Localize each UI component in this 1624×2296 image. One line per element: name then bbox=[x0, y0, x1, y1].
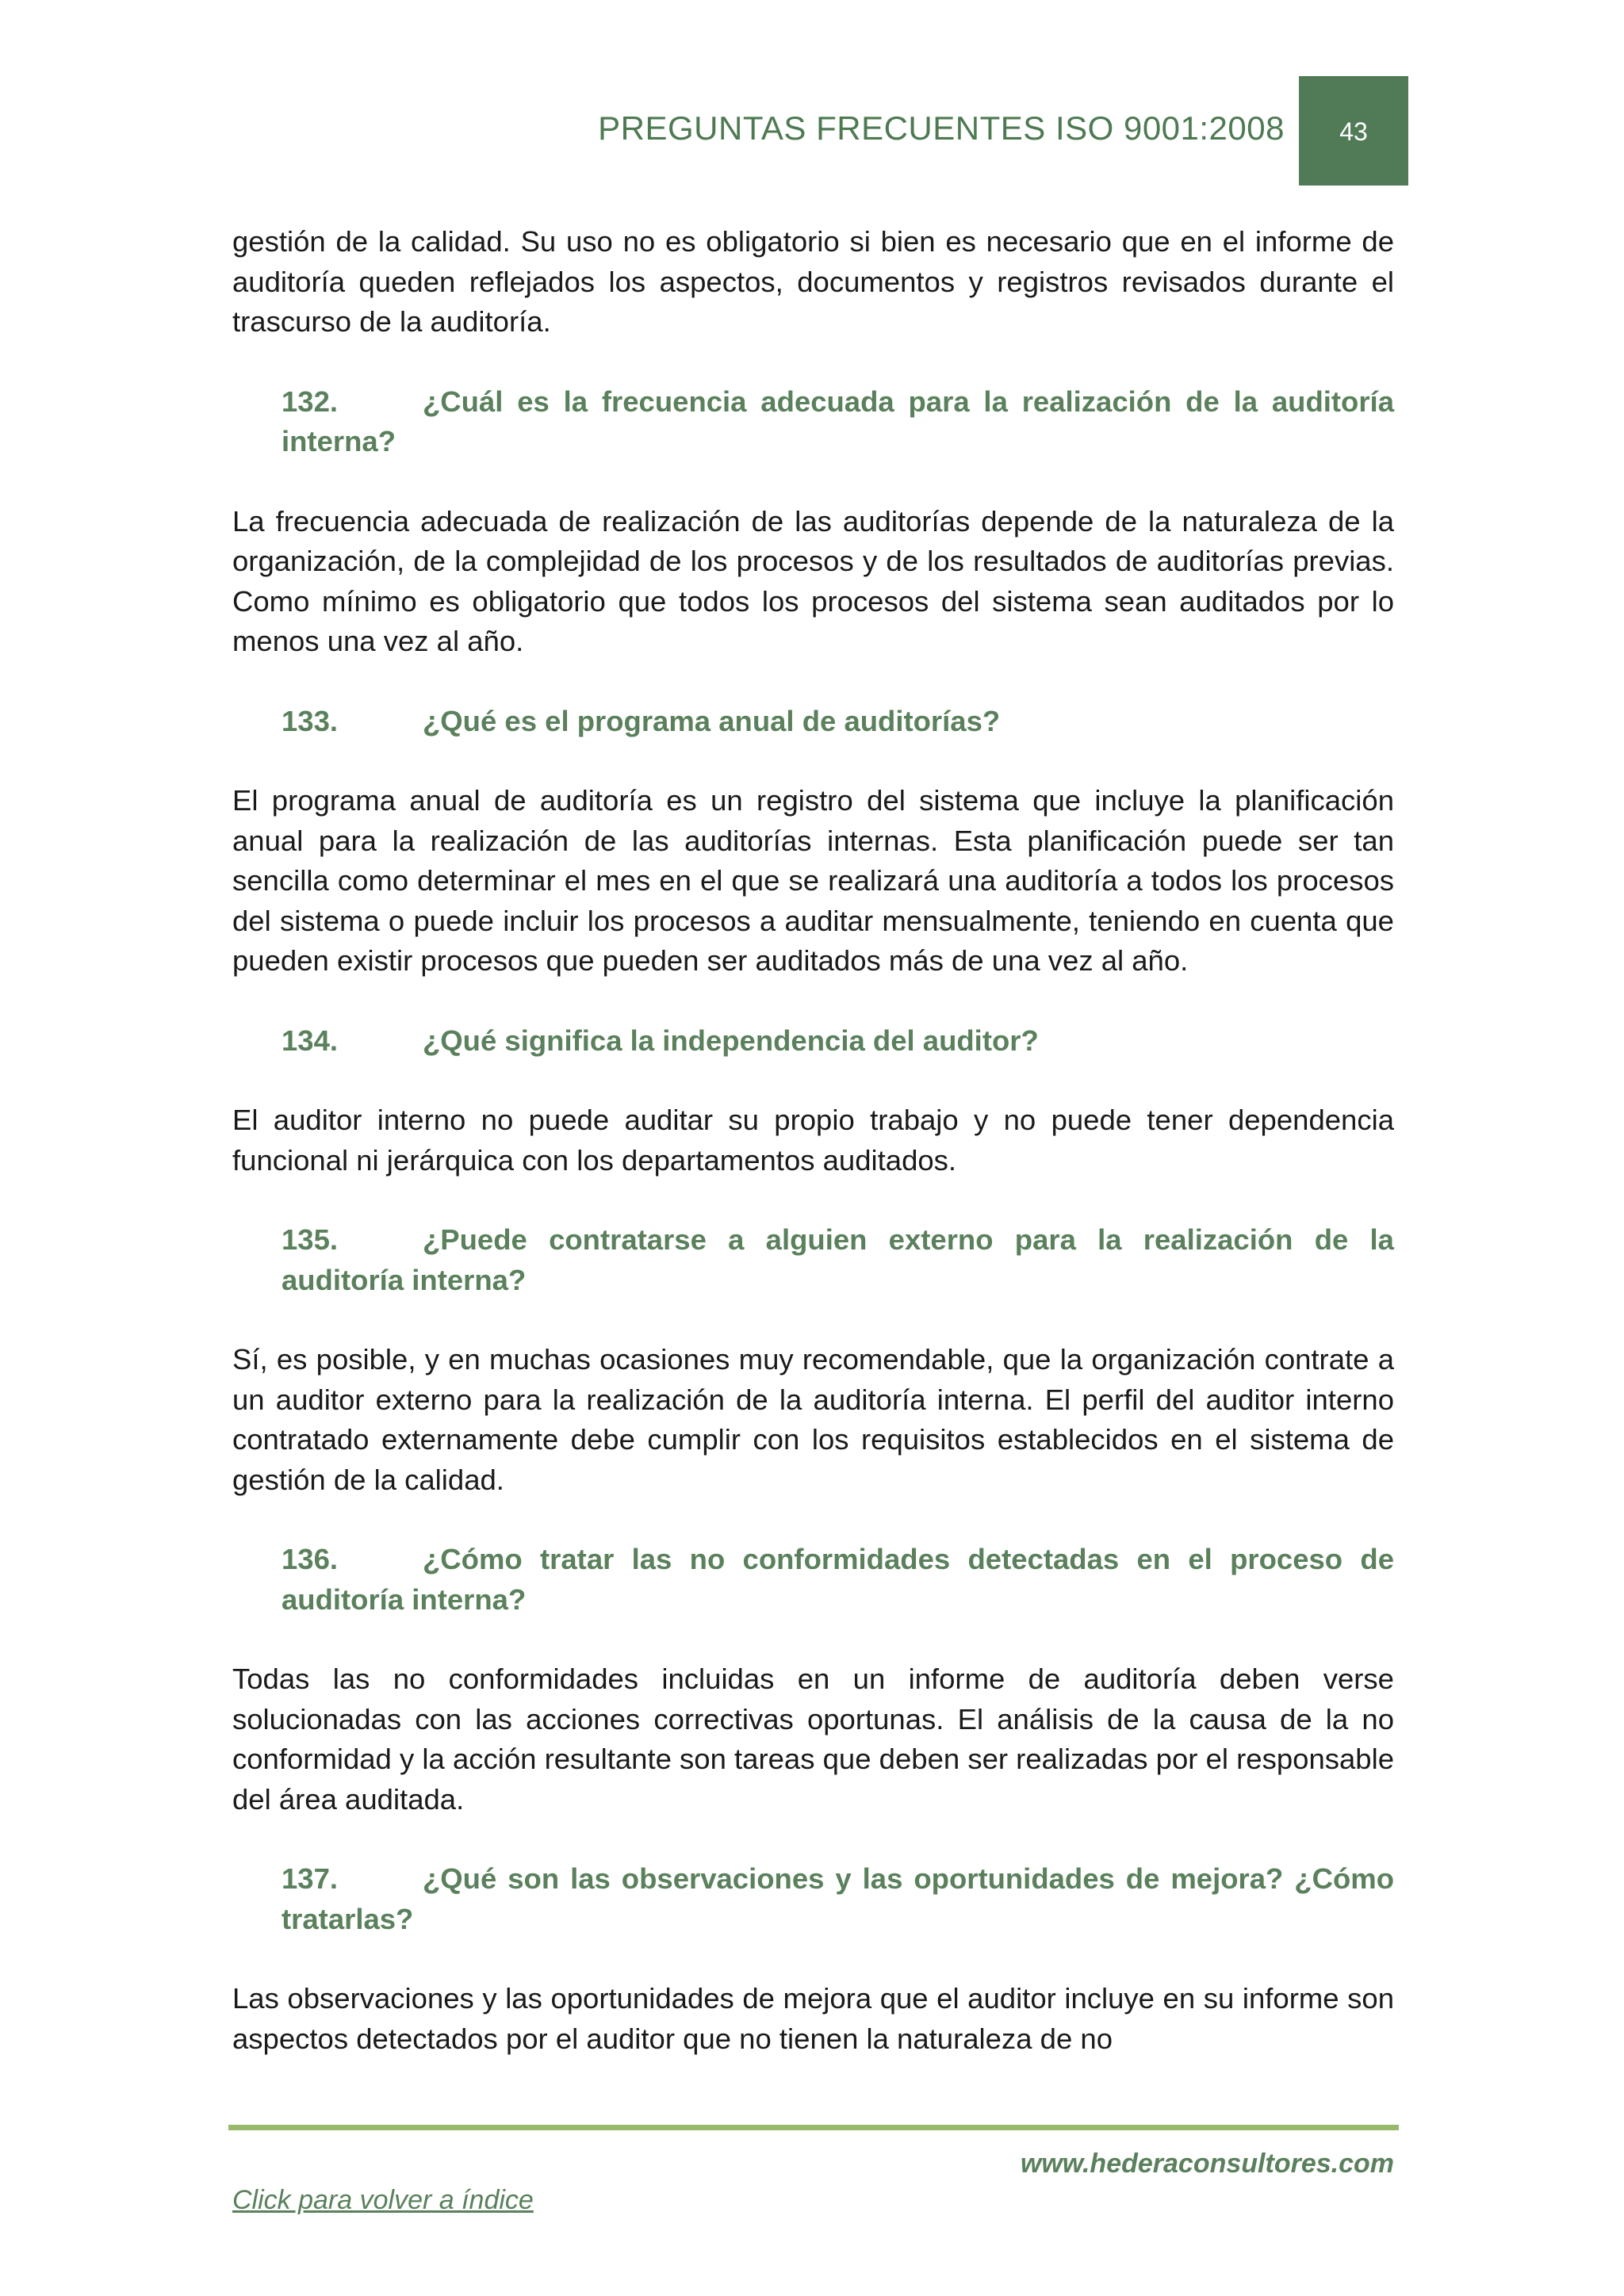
question-number: 133. bbox=[282, 704, 339, 737]
question-text: ¿Puede contratarse a alguien externo para la realización de la auditoría interna? bbox=[282, 1223, 1394, 1296]
page-header-title: PREGUNTAS FRECUENTES ISO 9001:2008 bbox=[598, 109, 1285, 147]
question-text: ¿Cuál es la frecuencia adecuada para la realización de la auditoría interna? bbox=[282, 385, 1394, 457]
footer-website: www.hederaconsultores.com bbox=[1020, 2149, 1394, 2179]
question-137 bbox=[232, 1859, 1394, 1939]
back-to-index-link[interactable]: Click para volver a índice bbox=[232, 2185, 534, 2215]
question-136 bbox=[232, 1540, 1394, 1620]
question-number: 135. bbox=[282, 1223, 339, 1256]
question-number: 132. bbox=[282, 385, 339, 418]
intro-paragraph: gestión de la calidad. Su uso no es obligatorio si bien es necesario que en el informe de auditoría queden reflejados los aspectos, documentos y registros revisados durante el trascurso de la auditoría. bbox=[232, 225, 1394, 338]
question-134 bbox=[232, 1021, 1394, 1062]
question-number: 137. bbox=[282, 1862, 339, 1895]
page-number: 43 bbox=[1339, 117, 1368, 146]
question-number: 136. bbox=[282, 1543, 339, 1575]
footer-divider bbox=[228, 2125, 1399, 2130]
question-text: ¿Qué significa la independencia del auditor? bbox=[423, 1024, 1039, 1057]
answer-137: Las observaciones y las oportunidades de mejora que el auditor incluye en su informe son aspectos detectados por el auditor que no tienen la naturaleza de no bbox=[232, 1982, 1394, 2055]
question-text: ¿Cómo tratar las no conformidades detectadas en el proceso de auditoría interna? bbox=[282, 1543, 1394, 1616]
question-text: ¿Qué son las observaciones y las oportunidades de mejora? ¿Cómo tratarlas? bbox=[282, 1862, 1394, 1935]
answer-132: La frecuencia adecuada de realización de las auditorías depende de la naturaleza de la organización, de la complejidad de los procesos y de los resultados de auditorías previas. Como mínimo es obligatorio que todos los procesos del sistema sean auditados por lo menos una vez al año. bbox=[232, 504, 1394, 657]
answer-134: El auditor interno no puede auditar su propio trabajo y no puede tener dependencia funcional ni jerárquica con los departamentos auditados. bbox=[232, 1104, 1394, 1177]
question-number: 134. bbox=[282, 1024, 339, 1057]
answer-133: El programa anual de auditoría es un registro del sistema que incluye la planificación anual para la realización de las auditorías internas. Esta planificación puede ser tan sencilla como determinar el mes en el que se realizará una auditoría a todos los procesos del sistema o puede incluir los procesos a auditar mensualmente, teniendo en cuenta que pueden existir procesos que pueden ser auditados más de una vez al año. bbox=[232, 784, 1394, 977]
page-number-badge bbox=[1299, 76, 1408, 186]
question-133 bbox=[232, 702, 1394, 742]
answer-136: Todas las no conformidades incluidas en un informe de auditoría deben verse solucionadas con las acciones correctivas oportunas. El análisis de la causa de la no conformidad y la acción resultante son tareas que deben ser realizadas por el responsable del área auditada. bbox=[232, 1663, 1394, 1816]
answer-135: Sí, es posible, y en muchas ocasiones muy recomendable, que la organización contrate a un auditor externo para la realización de la auditoría interna. El perfil del auditor interno contratado externamente debe cumplir con los requisitos establecidos en el sistema de gestión de la calidad. bbox=[232, 1343, 1394, 1496]
question-135 bbox=[232, 1220, 1394, 1300]
question-text: ¿Qué es el programa anual de auditorías? bbox=[423, 704, 1001, 737]
question-132 bbox=[232, 382, 1394, 462]
document-body bbox=[232, 222, 1394, 2059]
